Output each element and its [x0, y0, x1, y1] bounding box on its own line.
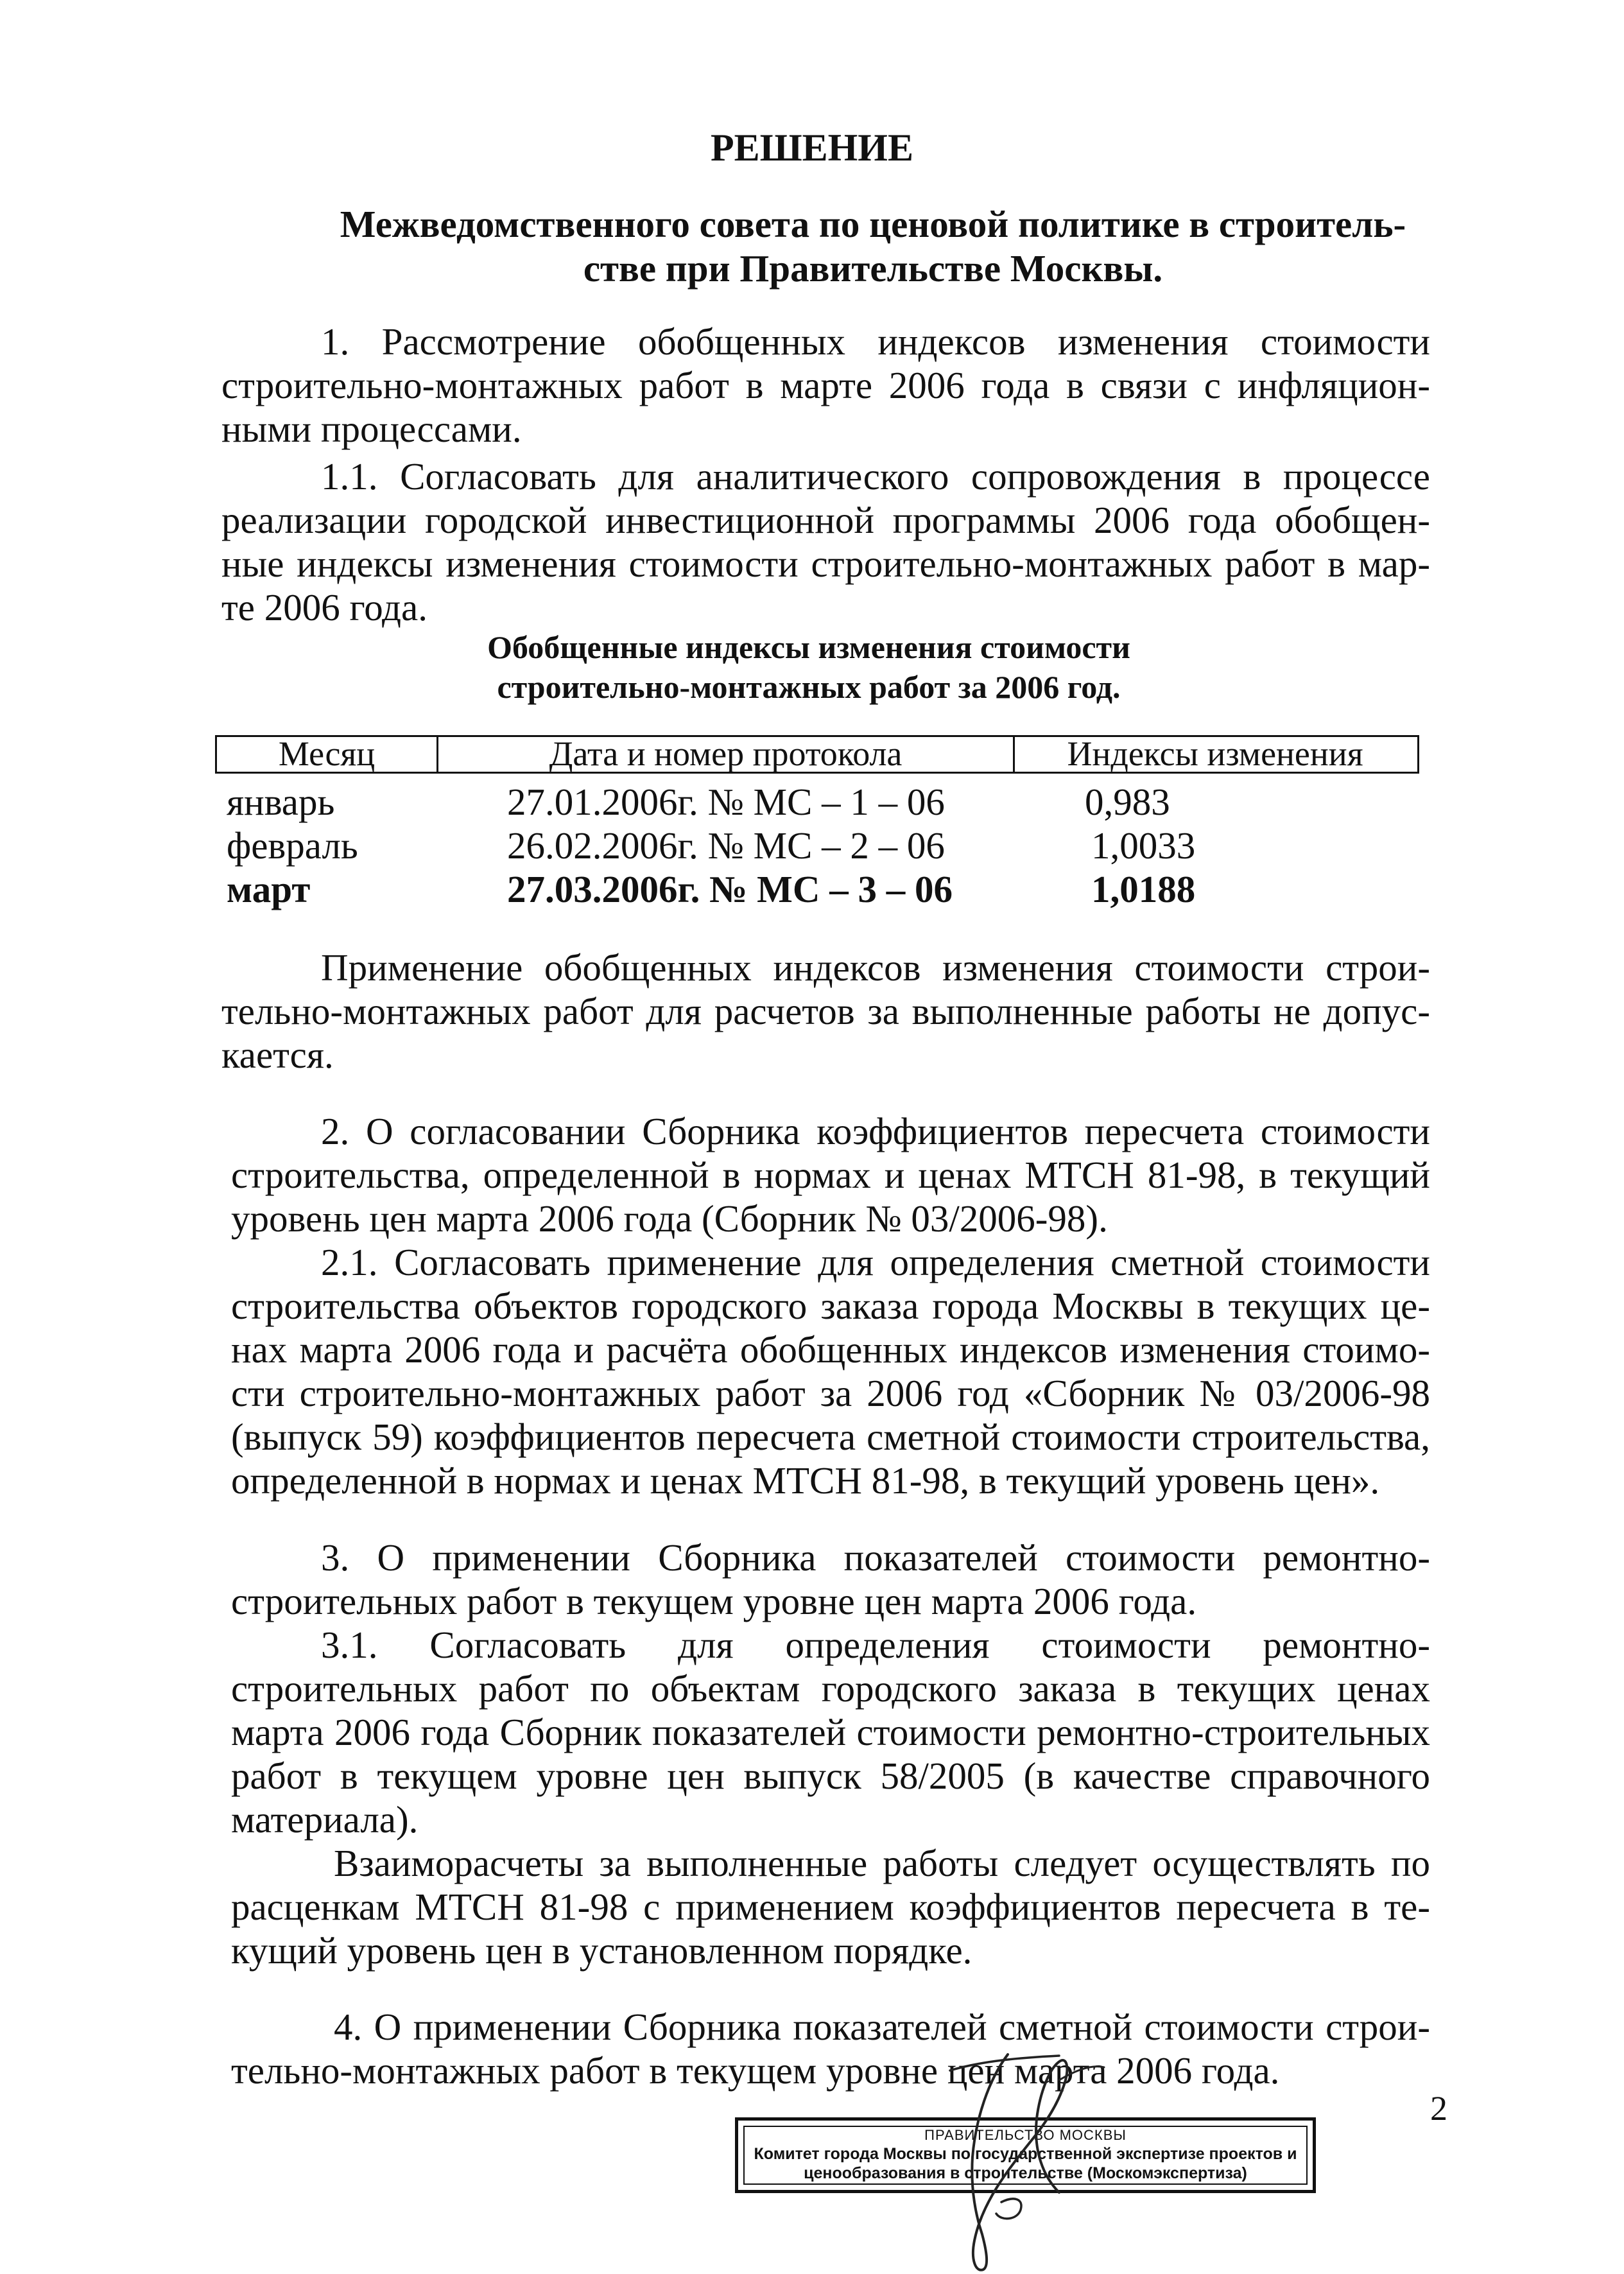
settlement-line-1: Взаиморасчеты за выполненные работы следует осуществлять по — [334, 1842, 1430, 1884]
sec3-1-line-5: материала). — [231, 1798, 419, 1841]
sec4-line-2: тельно-монтажных работ в текущем уровне цен марта 2006 года. — [231, 2049, 1280, 2092]
sec2-1-line-5: (выпуск 59) коэффициентов пересчета сметной стоимости строительства, — [231, 1416, 1430, 1458]
signature-scribble — [911, 2042, 1143, 2274]
sec1-line-1: 1. Рассмотрение обобщенных индексов изменения стоимости — [321, 320, 1430, 363]
note-line-1: Применение обобщенных индексов изменения стоимости строи- — [321, 946, 1430, 989]
page-number: 2 — [1430, 2089, 1447, 2128]
sec1-line-3: ными процессами. — [221, 408, 522, 450]
stamp-line-2: Комитет города Москвы по государственной экспертизе проектов и — [754, 2145, 1297, 2163]
document-title: РЕШЕНИЕ — [711, 126, 913, 169]
sec1-1-line-1: 1.1. Согласовать для аналитического сопровождения в процессе — [321, 455, 1430, 498]
sec4-line-1: 4. О применении Сборника показателей сметной стоимости строи- — [334, 2006, 1430, 2048]
note-line-3: кается. — [221, 1034, 334, 1076]
table-header-protocol: Дата и номер протокола — [549, 734, 903, 773]
document-subtitle-line-1: Межведомственного совета по ценовой политике в строитель- — [340, 203, 1406, 245]
sec2-1-line-1: 2.1. Согласовать применение для определения сметной стоимости — [321, 1241, 1430, 1283]
table-cell-month: февраль — [227, 824, 358, 867]
note-line-2: тельно-монтажных работ для расчетов за выполненные работы не допус- — [221, 990, 1430, 1032]
sec2-1-line-4: сти строительно-монтажных работ за 2006 год «Сборник № 03/2006-98 — [231, 1372, 1430, 1414]
table-cell-protocol: 27.03.2006г. № МС – 3 – 06 — [507, 868, 953, 910]
sec3-1-line-4: работ в текущем уровне цен выпуск 58/2005 (в качестве справочного — [231, 1755, 1430, 1797]
table-cell-protocol: 27.01.2006г. № МС – 1 – 06 — [507, 781, 945, 823]
sec1-1-line-2: реализации городской инвестиционной программы 2006 года обобщен- — [221, 499, 1430, 541]
table-caption-line-2: строительно-монтажных работ за 2006 год. — [497, 669, 1121, 705]
sec1-1-line-4: те 2006 года. — [221, 586, 428, 629]
settlement-line-3: кущий уровень цен в установленном порядке. — [231, 1929, 972, 1972]
sec2-1-line-6: определенной в нормах и ценах МТСН 81-98, в текущий уровень цен». — [231, 1459, 1380, 1502]
table-cell-index: 1,0188 — [1091, 868, 1196, 910]
sec3-line-2: строительных работ в текущем уровне цен марта 2006 года. — [231, 1580, 1197, 1622]
table-cell-month: март — [227, 868, 311, 910]
sec2-line-2: строительства, определенной в нормах и ценах МТСН 81-98, в текущий — [231, 1154, 1430, 1196]
sec2-1-line-2: строительства объектов городского заказа города Москвы в текущих це- — [231, 1285, 1430, 1327]
document-subtitle-line-2: стве при Правительстве Москвы. — [583, 247, 1163, 290]
sec2-1-line-3: нах марта 2006 года и расчёта обобщенных индексов изменения стоимо- — [231, 1328, 1430, 1371]
table-caption-line-1: Обобщенные индексы изменения стоимости — [487, 629, 1130, 665]
stamp-line-3: ценообразования в строительстве (Москомэкспертиза) — [804, 2164, 1247, 2182]
sec2-line-1: 2. О согласовании Сборника коэффициентов пересчета стоимости — [321, 1110, 1430, 1152]
table-header-month: Месяц — [278, 734, 376, 773]
settlement-line-2: расценкам МТСН 81-98 с применением коэффициентов пересчета в те- — [231, 1886, 1430, 1928]
sec3-line-1: 3. О применении Сборника показателей стоимости ремонтно- — [321, 1536, 1430, 1579]
sec3-1-line-3: марта 2006 года Сборник показателей стоимости ремонтно-строительных — [231, 1711, 1430, 1753]
table-header-index: Индексы изменения — [1067, 734, 1363, 773]
table-cell-index: 0,983 — [1085, 781, 1170, 823]
table-cell-index: 1,0033 — [1091, 824, 1196, 867]
table-cell-month: январь — [227, 781, 335, 823]
sec3-1-line-1: 3.1. Согласовать для определения стоимости ремонтно- — [321, 1624, 1430, 1666]
sec1-line-2: строительно-монтажных работ в марте 2006 года в связи с инфляцион- — [221, 364, 1430, 406]
sec2-line-3: уровень цен марта 2006 года (Сборник № 03/2006-98). — [231, 1197, 1108, 1240]
sec1-1-line-3: ные индексы изменения стоимости строительно-монтажных работ в мар- — [221, 542, 1430, 585]
table-cell-protocol: 26.02.2006г. № МС – 2 – 06 — [507, 824, 945, 867]
sec3-1-line-2: строительных работ по объектам городского заказа в текущих ценах — [231, 1667, 1430, 1710]
stamp-line-1: ПРАВИТЕЛЬСТВО МОСКВЫ — [924, 2127, 1127, 2143]
